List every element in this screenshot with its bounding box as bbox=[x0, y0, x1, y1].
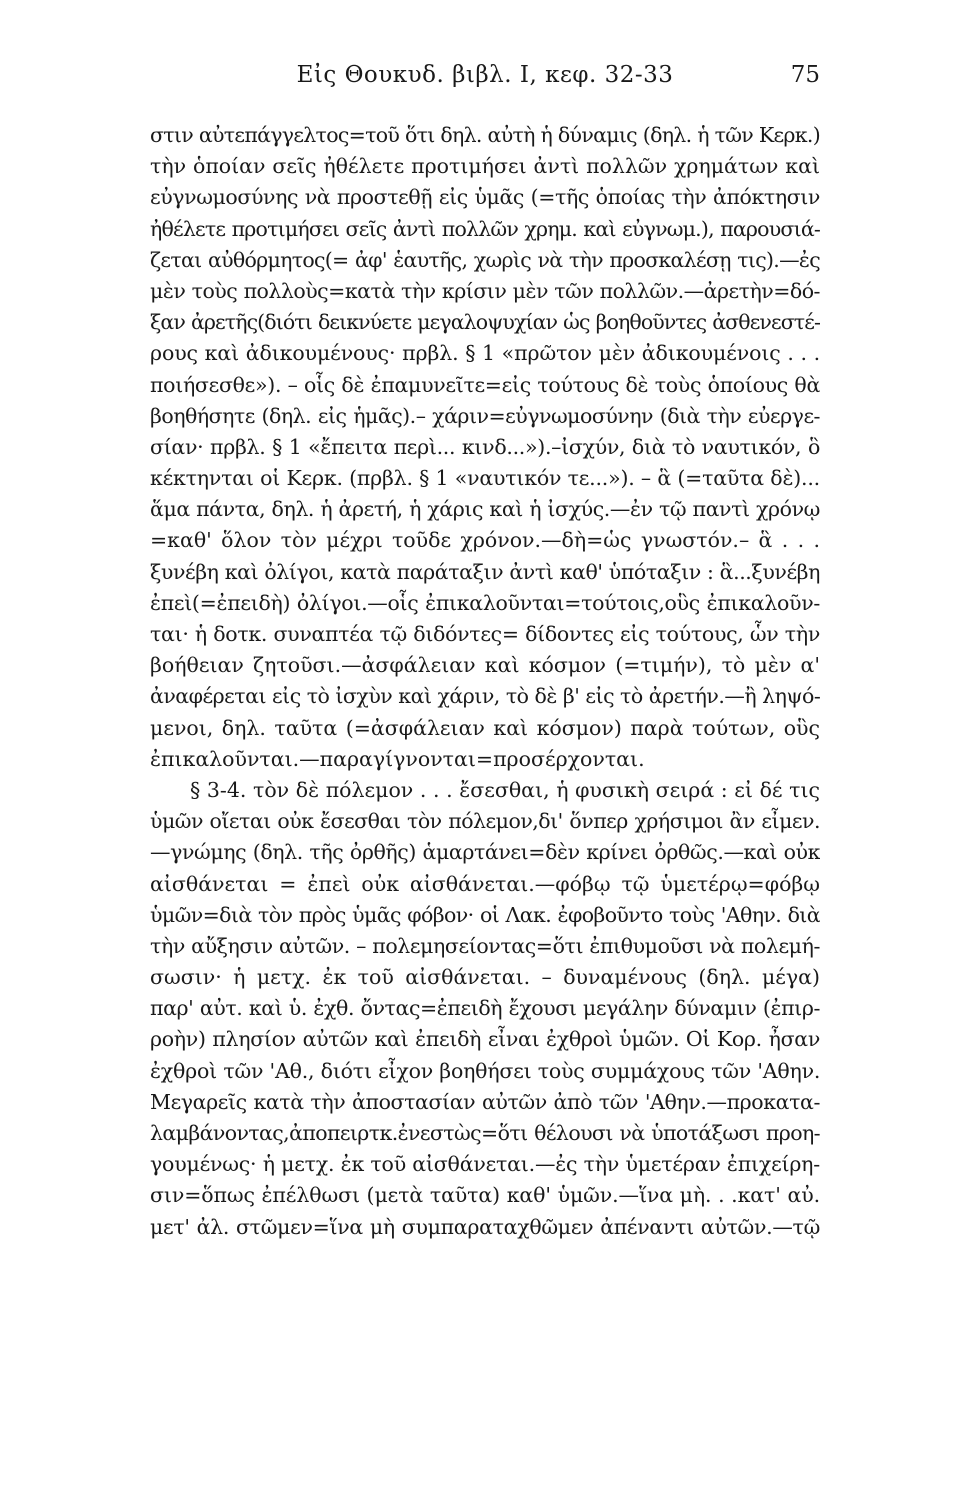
text-line: ἐπικαλοῦνται.—παραγίγνονται=προσέρχονται. bbox=[150, 746, 645, 771]
text-line: σιν=ὅπως ἐπέλθωσι (μετὰ ταῦτα) καθ' ὑμῶν.—ἵνα μὴ. . .κατ' αὐ. bbox=[150, 1183, 820, 1208]
text-line: Μεγαρεῖς κατὰ τὴν ἀποστασίαν αὐτῶν ἀπὸ τῶν 'Αθην.—προκατα- bbox=[150, 1089, 820, 1114]
text-line: ὑμῶν=διὰ τὸν πρὸς ὑμᾶς φόβον· οἱ Λακ. ἐφοβοῦντο τοὺς 'Αθην. διὰ bbox=[150, 902, 820, 927]
text-line: παρ' αὐτ. καὶ ὑ. ἐχθ. ὄντας=ἐπειδὴ ἔχουσι μεγάλην δύναμιν (ἐπιρ- bbox=[150, 996, 820, 1021]
text-line: ται· ἡ δοτκ. συναπτέα τῷ διδόντες= δίδοντες εἰς τούτους, ὧν τὴν bbox=[150, 622, 820, 646]
text-line: ποιήσεσθε»). – οἷς δὲ ἐπαμυνεῖτε=εἰς τούτους δὲ τοὺς ὁποίους θὰ bbox=[150, 372, 820, 397]
text-line: ἐχθροὶ τῶν 'Αθ., διότι εἶχον βοηθήσει τοὺς συμμάχους τῶν 'Αθην. bbox=[150, 1058, 820, 1083]
text-line: βοηθήσητε (δηλ. εἰς ἡμᾶς).– χάριν=εὐγνωμοσύνην (διὰ τὴν εὐεργε- bbox=[150, 403, 820, 428]
text-line: μενοι, δηλ. ταῦτα (=ἀσφάλειαν καὶ κόσμον) παρὰ τούτων, οὓς bbox=[150, 715, 820, 740]
text-line: εὐγνωμοσύνης νὰ προστεθῇ εἰς ὑμᾶς (=τῆς ὁποίας τὴν ἀπόκτησιν bbox=[150, 185, 820, 210]
text-line: γουμένως· ἡ μετχ. ἐκ τοῦ αἰσθάνεται.—ἐς τὴν ὑμετέραν ἐπιχείρη- bbox=[150, 1152, 820, 1177]
text-line: ξυνέβη καὶ ὀλίγοι, κατὰ παράταξιν ἀντὶ καθ' ὑπόταξιν : ἃ...ξυνέβη bbox=[150, 559, 820, 584]
text-line: ὑμῶν οἴεται οὐκ ἔσεσθαι τὸν πόλεμον,δι' ὅνπερ χρήσιμοι ἂν εἶμεν. bbox=[150, 809, 820, 834]
text-line: ἐπεὶ(=ἐπειδὴ) ὀλίγοι.—οἷς ἐπικαλοῦνται=τούτοις,οὓς ἐπικαλοῦν- bbox=[150, 590, 820, 615]
text-line: στιν αὐτεπάγγελτος=τοῦ ὅτι δηλ. αὐτὴ ἡ δύναμις (δηλ. ἡ τῶν Κερκ.) bbox=[150, 123, 820, 147]
text-line: —γνώμης (δηλ. τῆς ὀρθῆς) ἁμαρτάνει=δὲν κρίνει ὀρθῶς.—καὶ οὐκ bbox=[150, 840, 820, 865]
text-line: μὲν τοὺς πολλοὺς=κατὰ τὴν κρίσιν μὲν τῶν πολλῶν.—ἀρετὴν=δό- bbox=[150, 278, 820, 303]
text-line: ξαν ἀρετῆς(διότι δεικνύετε μεγαλοψυχίαν ὡς βοηθοῦντες ἀσθενεστέ- bbox=[150, 310, 820, 335]
text-line: κέκτηνται οἱ Κερκ. (πρβλ. § 1 «ναυτικόν τε...»). – ἃ (=ταῦτα δὲ)... bbox=[150, 466, 820, 491]
text-line: τὴν ὁποίαν σεῖς ἠθέλετε προτιμήσει ἀντὶ πολλῶν χρημάτων καὶ bbox=[150, 154, 820, 179]
text-line: αἰσθάνεται = ἐπεὶ οὐκ αἰσθάνεται.—φόβῳ τῷ ὑμετέρῳ=φόβῳ bbox=[150, 871, 820, 896]
text-line: =καθ' ὅλον τὸν μέχρι τοῦδε χρόνον.—δὴ=ὡς γνωστόν.– ἃ . . . bbox=[150, 528, 820, 553]
page-header bbox=[150, 62, 820, 102]
text-line: λαμβάνοντας,ἀποπειρτκ.ἐνεστὼς=ὅτι θέλουσι νὰ ὑποτάξωσι προη- bbox=[150, 1121, 820, 1145]
text-line: ζεται αὐθόρμητος(= ἀφ' ἑαυτῆς, χωρὶς νὰ τὴν προσκαλέσῃ τις).—ἐς bbox=[150, 247, 820, 272]
text-line: ἠθέλετε προτιμήσει σεῖς ἀντὶ πολλῶν χρημ. καὶ εὐγνωμ.), παρουσιά- bbox=[150, 216, 820, 241]
text-line: μετ' ἀλ. στῶμεν=ἵνα μὴ συμπαραταχθῶμεν ἀπέναντι αὐτῶν.—τῷ bbox=[150, 1214, 820, 1239]
commentary-text bbox=[150, 120, 820, 1243]
text-line: βοήθειαν ζητοῦσι.—ἀσφάλειαν καὶ κόσμον (=τιμήν), τὸ μὲν α' bbox=[150, 653, 820, 678]
text-line: τὴν αὔξησιν αὐτῶν. – πολεμησείοντας=ὅτι ἐπιθυμοῦσι νὰ πολεμή- bbox=[150, 933, 820, 958]
text-line: ροὴν) πλησίον αὐτῶν καὶ ἐπειδὴ εἶναι ἐχθροὶ ὑμῶν. Οἱ Κορ. ἦσαν bbox=[150, 1027, 820, 1052]
text-line: ρους καὶ ἀδικουμένους· πρβλ. § 1 «πρῶτον μὲν ἀδικουμένοις . . . bbox=[150, 341, 820, 366]
text-line: ἅμα πάντα, δηλ. ἡ ἀρετή, ἡ χάρις καὶ ἡ ἰσχύς.—ἐν τῷ παντὶ χρόνῳ bbox=[150, 497, 820, 522]
page-number: 75 bbox=[790, 62, 820, 88]
text-line: ἀναφέρεται εἰς τὸ ἰσχὺν καὶ χάριν, τὸ δὲ β' εἰς τὸ ἀρετήν.—ἢ ληψό- bbox=[150, 684, 820, 709]
running-head: Εἰς Θουκυδ. βιβλ. Ι, κεφ. 32-33 bbox=[296, 62, 674, 88]
text-line: σίαν· πρβλ. § 1 «ἔπειτα περὶ... κινδ...»).–ἰσχύν, διὰ τὸ ναυτικόν, ὃ bbox=[150, 434, 820, 459]
paragraph-start-line: § 3-4. τὸν δὲ πόλεμον . . . ἔσεσθαι, ἡ φυσικὴ σειρά : εἰ δέ τις bbox=[190, 777, 820, 802]
text-line: σωσιν· ἡ μετχ. ἐκ τοῦ αἰσθάνεται. – δυναμένους (δηλ. μέγα) bbox=[150, 965, 820, 990]
